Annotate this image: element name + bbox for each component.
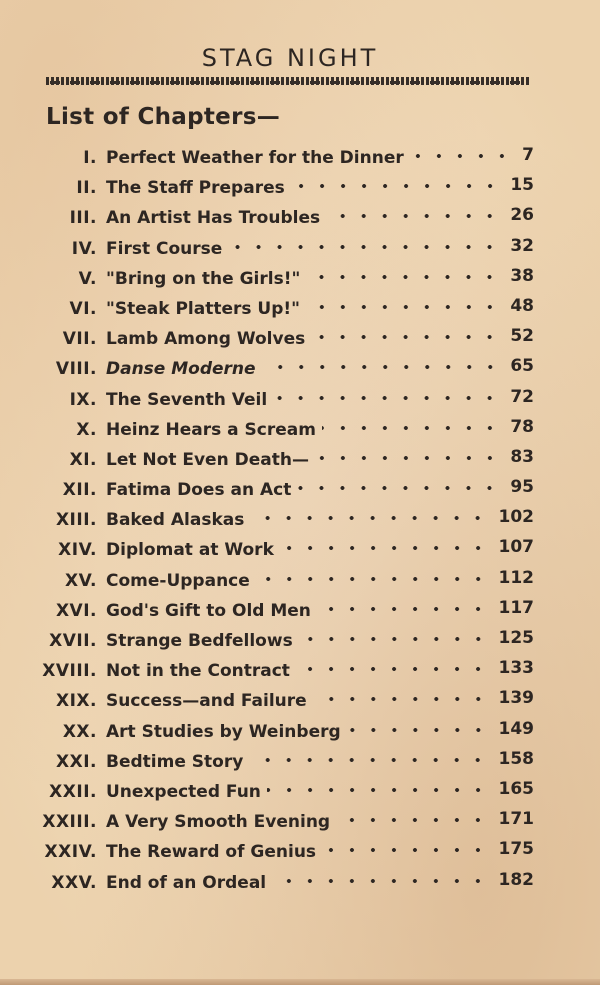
chapter-number: XII. xyxy=(62,480,97,501)
dot-leader xyxy=(262,365,501,369)
chapter-number: XV. xyxy=(64,570,97,591)
chapter-row xyxy=(0,625,600,655)
chapter-title: Diplomat at Work xyxy=(106,540,274,561)
chapter-title: Success—and Failure xyxy=(106,691,307,712)
chapter-list xyxy=(0,142,600,897)
chapter-row xyxy=(0,504,600,534)
chapter-title: Art Studies by Weinberg xyxy=(106,721,341,742)
chapter-row xyxy=(0,595,600,625)
chapter-number: XI. xyxy=(69,449,97,470)
chapter-page-number: 48 xyxy=(510,295,534,316)
chapter-page-number: 72 xyxy=(510,386,534,407)
chapter-page-number: 26 xyxy=(510,205,534,226)
dot-leader xyxy=(249,758,488,762)
chapter-row xyxy=(0,142,600,172)
dot-leader xyxy=(322,848,488,852)
dot-leader xyxy=(311,335,500,339)
chapter-page-number: 83 xyxy=(510,446,534,467)
chapter-row xyxy=(0,716,600,746)
chapter-number: VIII. xyxy=(55,359,97,380)
chapter-number: XVII. xyxy=(49,631,97,651)
dot-leader xyxy=(315,456,500,460)
chapter-row xyxy=(0,565,600,595)
chapter-title: End of an Ordeal xyxy=(106,872,267,893)
chapter-row xyxy=(0,323,600,353)
dot-leader xyxy=(317,607,489,611)
chapter-page-number: 158 xyxy=(498,748,534,769)
chapter-number: XIV. xyxy=(58,540,97,561)
chapter-number: XXV. xyxy=(51,872,97,893)
chapter-title: Danse Moderne xyxy=(106,359,256,380)
chapter-page-number: 102 xyxy=(498,507,534,528)
chapter-page-number: 7 xyxy=(522,145,534,165)
chapter-page-number: 125 xyxy=(498,628,534,648)
dot-leader xyxy=(313,697,489,701)
chapter-number: VI. xyxy=(69,298,97,319)
chapter-title: "Steak Platters Up!" xyxy=(106,298,300,319)
chapter-number: XXII. xyxy=(49,781,97,802)
chapter-row xyxy=(0,202,600,232)
chapter-number: V. xyxy=(78,268,97,289)
chapter-page-number: 15 xyxy=(510,175,534,196)
chapter-number: XIII. xyxy=(55,510,97,531)
chapter-title: "Bring on the Girls!" xyxy=(106,268,301,289)
chapter-page-number: 65 xyxy=(510,356,534,377)
chapter-title: Let Not Even Death— xyxy=(106,449,309,470)
chapter-row xyxy=(0,263,600,293)
chapter-page-number: 133 xyxy=(498,658,534,679)
chapter-title: Come-Uppance xyxy=(106,570,250,591)
chapter-row xyxy=(0,806,600,836)
book-title: STAG NIGHT xyxy=(201,44,379,72)
chapter-page-number: 107 xyxy=(498,537,534,558)
chapter-title: The Staff Prepares xyxy=(106,178,285,199)
chapter-row xyxy=(0,444,600,474)
chapter-title: A Very Smooth Evening xyxy=(106,812,331,833)
title-rule-divider xyxy=(46,77,530,85)
dot-leader xyxy=(306,305,500,309)
chapter-page-number: 112 xyxy=(498,567,534,588)
chapter-page-number: 52 xyxy=(510,326,534,347)
dot-leader xyxy=(326,214,500,218)
dot-leader xyxy=(256,577,489,581)
dot-leader xyxy=(228,245,500,249)
dot-leader xyxy=(410,154,512,158)
chapter-page-number: 117 xyxy=(498,597,534,618)
chapter-page-number: 149 xyxy=(498,718,534,739)
dot-leader xyxy=(296,667,489,671)
chapter-row xyxy=(0,172,600,202)
chapter-title: Unexpected Fun xyxy=(106,781,261,802)
chapter-page-number: 78 xyxy=(510,416,534,437)
chapter-title: Bedtime Story xyxy=(106,751,244,772)
chapter-number: X. xyxy=(76,419,97,440)
chapter-row xyxy=(0,474,600,504)
dot-leader xyxy=(297,486,500,490)
dot-leader xyxy=(347,728,489,732)
chapter-page-number: 175 xyxy=(498,839,534,860)
chapter-row xyxy=(0,685,600,715)
chapter-page-number: 95 xyxy=(510,477,534,498)
dot-leader xyxy=(336,818,488,822)
chapter-number: XIX. xyxy=(56,691,97,712)
chapter-row xyxy=(0,776,600,806)
dot-leader xyxy=(280,546,489,550)
chapter-page-number: 182 xyxy=(498,869,534,890)
dot-leader xyxy=(267,788,489,792)
chapter-number: IV. xyxy=(71,238,97,259)
chapter-row xyxy=(0,836,600,866)
chapter-page-number: 139 xyxy=(498,688,534,709)
chapter-number: VII. xyxy=(62,329,97,350)
chapter-title: An Artist Has Troubles xyxy=(106,208,321,229)
chapter-number: III. xyxy=(69,208,97,229)
chapter-number: XXIV. xyxy=(44,842,97,863)
chapter-title: Heinz Hears a Scream xyxy=(106,419,316,440)
chapter-title: The Reward of Genius xyxy=(106,842,317,863)
chapter-row xyxy=(0,353,600,383)
chapter-page-number: 32 xyxy=(510,235,534,256)
dot-leader xyxy=(322,426,500,430)
chapter-title: Perfect Weather for the Dinner xyxy=(106,148,404,168)
chapter-page-number: 38 xyxy=(510,265,534,286)
chapter-number: XVI. xyxy=(55,600,97,621)
chapter-number: XXI. xyxy=(56,751,97,772)
dot-leader xyxy=(291,184,501,188)
chapter-row xyxy=(0,655,600,685)
chapter-row xyxy=(0,414,600,444)
chapter-number: IX. xyxy=(69,389,97,410)
dot-leader xyxy=(306,275,500,279)
chapter-number: XX. xyxy=(62,721,97,742)
chapter-page-number: 165 xyxy=(498,778,534,799)
page-edge xyxy=(0,979,600,985)
chapter-number: II. xyxy=(76,178,97,199)
chapter-title: Strange Bedfellows xyxy=(106,631,293,651)
chapter-row xyxy=(0,293,600,323)
dot-leader xyxy=(273,396,500,400)
chapter-title: Baked Alaskas xyxy=(106,510,245,531)
dot-leader xyxy=(299,637,489,641)
chapter-number: XVIII. xyxy=(42,661,97,682)
chapters-heading: List of Chapters— xyxy=(46,104,281,130)
chapter-title: The Seventh Veil xyxy=(106,389,268,410)
chapter-title: Not in the Contract xyxy=(106,661,290,682)
dot-leader xyxy=(272,879,488,883)
chapter-row xyxy=(0,746,600,776)
chapter-number: XXIII. xyxy=(42,812,97,833)
chapter-title: Lamb Among Wolves xyxy=(106,329,306,350)
chapter-number: I. xyxy=(83,148,97,168)
chapter-row xyxy=(0,867,600,897)
chapter-page-number: 171 xyxy=(498,809,534,830)
chapter-title: Fatima Does an Act xyxy=(106,480,292,501)
dot-leader xyxy=(250,516,488,520)
chapter-row xyxy=(0,534,600,564)
chapter-title: First Course xyxy=(106,238,223,259)
chapter-row xyxy=(0,384,600,414)
chapter-title: God's Gift to Old Men xyxy=(106,600,311,621)
chapter-row xyxy=(0,233,600,263)
